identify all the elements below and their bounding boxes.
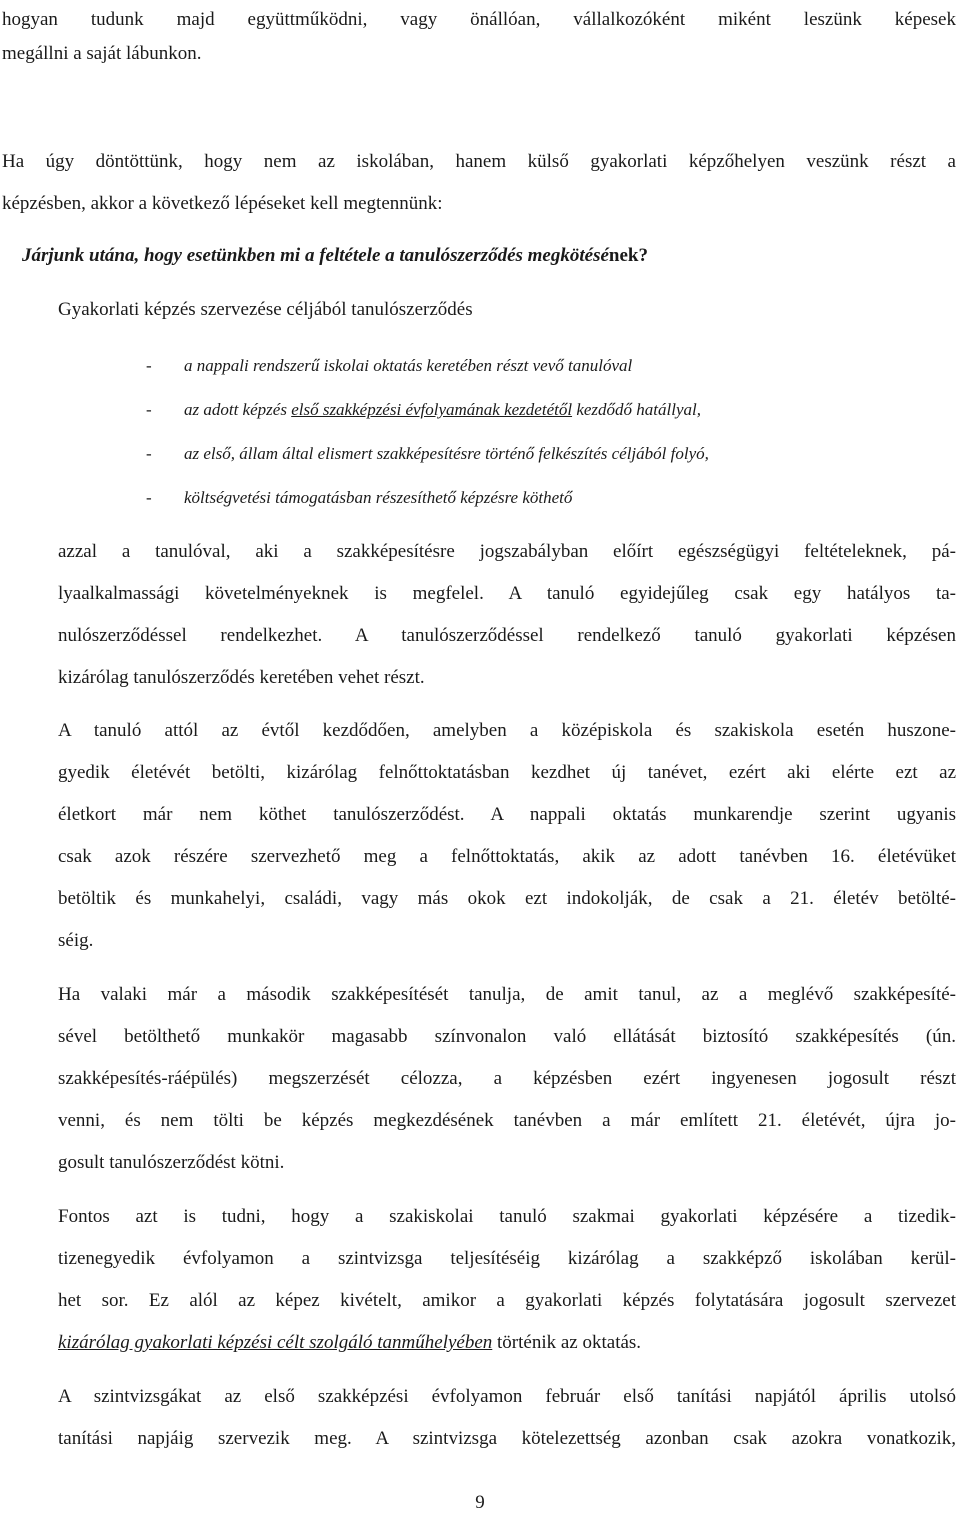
page-number: 9 [475, 1492, 485, 1513]
question-bold: nek? [608, 245, 648, 266]
paragraph-line: szakképesítés-ráépülés) megszerzését célozza, a képzésben ezért ingyenesen jogosult részt [58, 1068, 956, 1089]
underlined-phrase: kizárólag gyakorlati képzési célt szolgáló tanműhelyében [58, 1332, 493, 1353]
paragraph-line: Ha valaki már a második szakképesítését tanulja, de amit tanul, az a meglévő szakképesíté- [58, 984, 956, 1005]
bullet-underlined: első szakképzési évfolyamának kezdetétől [291, 400, 573, 419]
paragraph-line: Fontos azt is tudni, hogy a szakiskolai tanuló szakmai gyakorlati képzésére a tizedik- [58, 1206, 956, 1227]
paragraph-line: het sor. Ez alól az képez kivételt, amikor a gyakorlati képzés folytatására jogosult szervezet [58, 1290, 956, 1311]
bullet-item: költségvetési támogatásban részesíthető képzésre köthető [184, 488, 573, 507]
bullet-dash: - [146, 356, 152, 375]
bullet-dash: - [146, 444, 152, 463]
paragraph-line: életkort már nem köthet tanulószerződést. A nappali oktatás munkarendje szerint ugyanis [58, 804, 956, 825]
paragraph-line: lyaalkalmassági követelményeknek is megfelel. A tanuló egyidejűleg csak egy hatályos ta- [58, 583, 956, 604]
paragraph-line: megállni a saját lábunkon. [2, 43, 202, 64]
paragraph-line: gosult tanulószerződést kötni. [58, 1152, 285, 1173]
paragraph-line: sével betölthető munkakör magasabb színvonalon való ellátását biztosító szakképesítés (ún. [58, 1026, 956, 1047]
paragraph-line: csak azok részére szervezhető meg a felnőttoktatás, akik az adott tanévben 16. életévüket [58, 846, 956, 867]
paragraph-line: A szintvizsgákat az első szakképzési évfolyamon február első tanítási napjától április utolsó [58, 1386, 956, 1407]
paragraph-line: séig. [58, 930, 94, 951]
bullet-text: kezdődő hatállyal, [572, 400, 701, 419]
bullet-dash: - [146, 400, 152, 419]
paragraph-line: gyedik életévét betölti, kizárólag felnőttoktatásban kezdhet új tanévet, ezért aki elérte ezt az [58, 762, 956, 783]
paragraph-line: kizárólag tanulószerződés keretében vehet részt. [58, 667, 425, 688]
bullet-item [184, 399, 701, 421]
paragraph-line: A tanuló attól az évtől kezdődően, amelyben a középiskola és szakiskola esetén huszone- [58, 720, 956, 741]
list-intro: Gyakorlati képzés szervezése céljából tanulószerződés [58, 299, 473, 320]
paragraph-line: venni, és nem tölti be képzés megkezdésének tanévben a már említett 21. életévét, újra jo- [58, 1110, 956, 1131]
paragraph-line: képzésben, akkor a következő lépéseket kell megtennünk: [2, 193, 443, 214]
bullet-text: az adott képzés [184, 400, 292, 419]
paragraph-line: nulószerződéssel rendelkezhet. A tanulószerződéssel rendelkező tanuló gyakorlati képzésen [58, 625, 956, 646]
bullet-dash: - [146, 488, 152, 507]
paragraph-line: hogyan tudunk majd együttműködni, vagy önállóan, vállalkozóként miként leszünk képesek [2, 9, 956, 30]
question-heading [22, 245, 648, 267]
paragraph-line: azzal a tanulóval, aki a szakképesítésre jogszabályban előírt egészségügyi feltételeknek, pá- [58, 541, 956, 562]
question-italic: Járjunk utána, hogy esetünkben mi a feltétele a tanulószerződés megkötésé [22, 245, 609, 266]
paragraph-line: Ha úgy döntöttünk, hogy nem az iskolában, hanem külső gyakorlati képzőhelyen veszünk részt a [2, 151, 956, 172]
paragraph-line: tizenegyedik évfolyamon a szintvizsga teljesítéséig kizárólag a szakképző iskolában kerül- [58, 1248, 956, 1269]
paragraph-line: tanítási napjáig szervezik meg. A szintvizsga kötelezettség azonban csak azokra vonatkozik, [58, 1428, 956, 1449]
bullet-item: a nappali rendszerű iskolai oktatás keretében részt vevő tanulóval [184, 356, 633, 375]
bullet-item: az első, állam által elismert szakképesítésre történő felkészítés céljából folyó, [184, 444, 709, 463]
paragraph-line: betöltik és munkahelyi, családi, vagy más okok ezt indokolják, de csak a 21. életév betölté- [58, 888, 956, 909]
paragraph-text: történik az oktatás. [492, 1332, 642, 1353]
paragraph-line [58, 1332, 641, 1354]
